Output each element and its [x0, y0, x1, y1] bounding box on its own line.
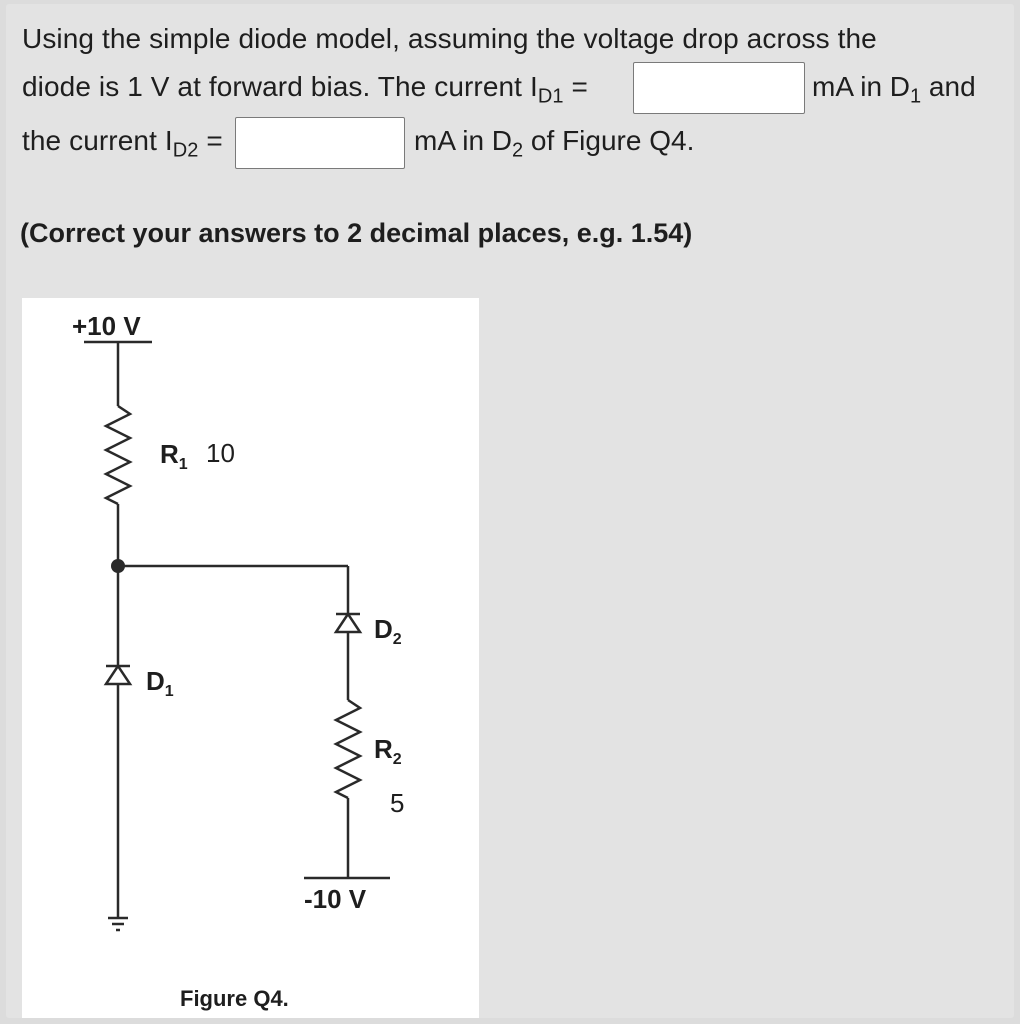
id2-unit-label: mA in D: [414, 125, 513, 156]
resistor-r2: [336, 700, 360, 798]
junction-node: [111, 559, 125, 573]
diode-d2-triangle: [336, 614, 360, 632]
r1-subscript: 1: [178, 456, 188, 473]
d2-letter: D: [374, 614, 393, 644]
id2-unit-text: [414, 124, 694, 168]
circuit-diagram: [22, 298, 479, 1018]
d1-letter: D: [146, 666, 165, 696]
figure-caption: Figure Q4.: [180, 986, 289, 1011]
r2-label: [374, 734, 402, 768]
id1-unit-label: mA in D: [812, 71, 911, 102]
resistor-r1: [106, 406, 130, 504]
r1-letter: R: [160, 439, 179, 469]
id2-unit-suffix: of Figure Q4.: [523, 125, 695, 156]
question-text-2: diode is 1 V at forward bias. The current I: [22, 71, 538, 102]
question-text-3: the current I: [22, 125, 173, 156]
rounding-note: (Correct your answers to 2 decimal places, e.g. 1.54): [20, 218, 693, 248]
r1-value: 10: [206, 438, 235, 468]
r2-subscript: 2: [392, 751, 402, 768]
r2-value: 5: [390, 788, 405, 818]
supply-top-label: +10 V: [72, 311, 141, 341]
d2-subscript: 2: [512, 139, 524, 162]
id1-subscript: D1: [537, 85, 564, 108]
d2-label: [374, 614, 402, 648]
d1-subscript: 1: [164, 683, 174, 700]
id1-unit-text: [812, 70, 976, 114]
diode-d1-triangle: [106, 666, 130, 684]
question-line-2: [22, 70, 588, 114]
id2-equals: =: [198, 125, 223, 156]
d1-subscript: 1: [910, 85, 922, 108]
id1-answer-input[interactable]: [633, 62, 805, 114]
supply-bottom-label: -10 V: [304, 884, 367, 914]
question-line-1: [22, 22, 877, 56]
d1-label: [146, 666, 174, 700]
circuit-figure: [22, 298, 479, 1018]
question-text-1: Using the simple diode model, assuming the voltage drop across the: [22, 23, 877, 54]
id1-equals: =: [563, 71, 588, 102]
id1-unit-and: and: [921, 71, 976, 102]
r2-letter: R: [374, 734, 393, 764]
d2-subscript: 2: [392, 631, 402, 648]
id2-answer-input[interactable]: [235, 117, 405, 169]
r1-label: [160, 439, 188, 473]
question-line-3: [22, 124, 223, 168]
id2-subscript: D2: [172, 139, 199, 162]
